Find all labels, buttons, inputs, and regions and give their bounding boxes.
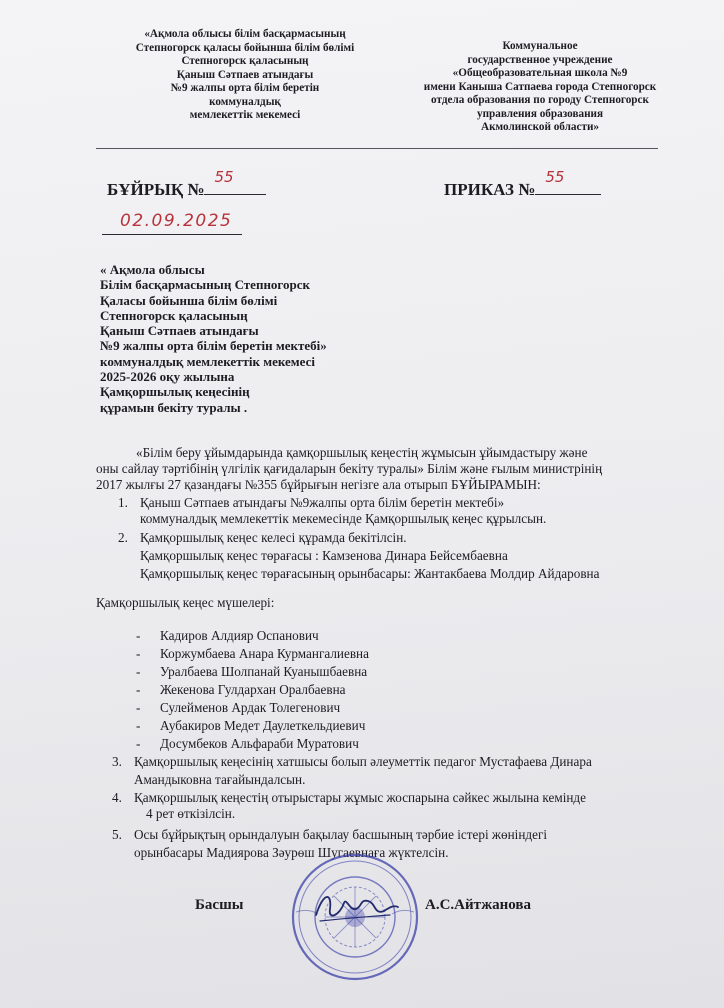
preamble-line-2: оны сайлау тәртібінің үлгілік қағидаларын бекіту туралы» Білім және ғылым министрінің: [96, 461, 603, 476]
member-name: Уралбаева Шолпанай Куанышбаевна: [160, 664, 368, 679]
item-5-line-2: орынбасары Мадиярова Зәурөш Шугаевнаға жүктелсін.: [134, 845, 449, 860]
header-ru-line: «Общеобразовательная школа №9: [452, 67, 628, 79]
item-1-line-1: Қаныш Сәтпаев атындағы №9жалпы орта білім беретін мектебі»: [140, 495, 505, 510]
header-kz-line: коммуналдық: [209, 95, 281, 108]
header-ru-line: управления образования: [476, 107, 604, 120]
item-4-line-1: Қамқоршылық кеңестің отырыстары жұмыс жоспарына сәйкес жылына кемінде: [134, 790, 586, 805]
member-name: Сулейменов Ардак Толегенович: [160, 700, 341, 715]
title-line: Қамқоршылық кеңесінің: [100, 384, 250, 400]
order-ru-label: ПРИКАЗ №: [444, 180, 536, 199]
item-3-line-2: Амандыковна тағайындалсын.: [134, 772, 306, 787]
members-heading: Қамқоршылық кеңес мүшелері:: [96, 595, 275, 610]
header-kz-line: мемлекеттік мекемесі: [189, 109, 301, 121]
item-1-line-2: коммуналдық мемлекеттік мекемесінде Қамқоршылық кеңес құрылсын.: [140, 511, 547, 526]
order-number-handwritten: 55: [214, 168, 234, 186]
member-dash: -: [136, 664, 141, 679]
order-kz-label: БҰЙРЫҚ №: [107, 180, 205, 199]
title-line: коммуналдық мемлекеттік мекемесі: [100, 353, 315, 369]
item-2-chair: Қамқоршылық кеңес төрағасы : Камзенова Динара Бейсембаевна: [140, 548, 508, 563]
order-number-kz: [107, 168, 266, 200]
header-kz-line: Степногорск қаласы бойынша білім бөлімі: [135, 41, 355, 54]
header-kz-line: №9 жалпы орта білім беретін: [170, 82, 320, 94]
item-number: 5.: [112, 827, 122, 842]
title-line: 2025-2026 оқу жылына: [100, 369, 235, 385]
header-divider: [96, 148, 658, 149]
order-date-handwritten: 02.09.2025: [120, 211, 233, 231]
title-line: Қаныш Сәтпаев атындағы: [100, 323, 259, 339]
header-ru-line: отдела образования по городу Степногорск: [431, 94, 649, 106]
member-name: Коржумбаева Анара Курмангалиевна: [160, 646, 369, 661]
title-line: Степногорск қаласының: [100, 307, 248, 323]
item-number: 4.: [112, 790, 122, 805]
member-dash: -: [136, 718, 141, 733]
item-2-vice-chair: Қамқоршылық кеңес төрағасының орынбасары: Жантакбаева Молдир Айдаровна: [140, 566, 600, 581]
header-kazakh: [100, 28, 390, 123]
header-ru-line: имени Каныша Сатпаева города Степногорск: [423, 80, 657, 93]
handwritten-signature: [310, 885, 400, 930]
member-dash: -: [136, 646, 141, 661]
item-number: 1.: [118, 495, 128, 510]
header-russian: [390, 40, 690, 135]
order-ru-blank: [535, 168, 601, 195]
member-dash: -: [136, 628, 141, 643]
item-2-line-1: Қамқоршылық кеңес келесі құрамда бекітілсін.: [140, 530, 407, 545]
member-name: Кадиров Алдияр Оспанович: [160, 628, 319, 643]
header-kz-line: Қаныш Сәтпаев атындағы: [176, 68, 314, 81]
header-ru-line: Акмолинской области»: [481, 121, 599, 133]
order-number-ru: [444, 168, 601, 200]
item-3-line-1: Қамқоршылық кеңесінің хатшысы болып әлеуметтік педагог Мустафаева Динара: [134, 754, 592, 769]
order-date: [102, 212, 242, 235]
member-name: Аубакиров Медет Даулеткельдиевич: [160, 718, 366, 733]
title-line: құрамын бекіту туралы .: [100, 399, 248, 415]
order-title: [100, 262, 327, 415]
member-dash: -: [136, 700, 141, 715]
preamble-line-1: «Білім беру ұйымдарында қамқоршылық кеңестің жұмысын ұйымдастыру және: [136, 445, 588, 460]
member-dash: -: [136, 736, 141, 751]
header-ru-line: Коммунальное: [502, 40, 578, 52]
member-name: Жекенова Гулдархан Оралбаевна: [160, 682, 346, 697]
item-4-line-2: 4 рет өткізілсін.: [146, 806, 236, 821]
item-number: 3.: [112, 754, 122, 769]
title-line: Қаласы бойынша білім бөлімі: [100, 292, 278, 308]
title-line: Білім басқармасының Степногорск: [100, 277, 310, 293]
title-line: №9 жалпы орта білім беретін мектебі»: [100, 338, 327, 354]
preamble-line-3: 2017 жылғы 27 қазандағы №355 бұйрығын негізге ала отырып БҰЙЫРАМЫН:: [96, 477, 541, 492]
signature-role: Басшы: [195, 897, 244, 913]
header-kz-line: Степногорск қаласының: [181, 55, 309, 67]
member-dash: -: [136, 682, 141, 697]
order-kz-blank: [204, 168, 266, 195]
header-kz-line: «Ақмола облысы білім басқармасының: [144, 28, 346, 40]
order-number-handwritten-ru: 55: [545, 168, 565, 186]
item-5-line-1: Осы бұйрықтың орындалуын бақылау басшының тәрбие істері жөніндегі: [134, 827, 548, 842]
title-line: « Ақмола облысы: [100, 262, 205, 277]
item-number: 2.: [118, 530, 128, 545]
member-name: Досумбеков Альфараби Муратович: [160, 736, 359, 751]
header-ru-line: государственное учреждение: [467, 53, 613, 66]
signatory-name: А.С.Айтжанова: [425, 897, 531, 913]
